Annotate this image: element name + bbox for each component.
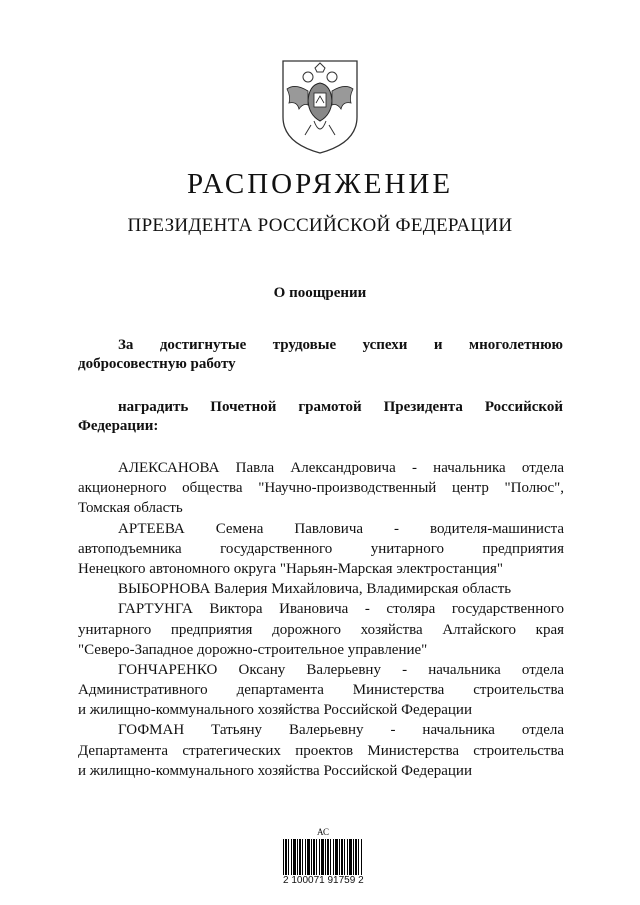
awardee-line: Департамента стратегических проектов Министерства строительства	[78, 742, 564, 759]
preamble-line: добросовестную работу	[78, 356, 236, 372]
document-title: РАСПОРЯЖЕНИЕ	[186, 168, 454, 200]
awardee-line: Ненецкого автономного округа "Нарьян-Марская электростанция"	[78, 560, 503, 577]
awardee-line: АЛЕКСАНОВА Павла Александровича - начальника отдела	[118, 460, 564, 476]
coat-of-arms-emblem	[275, 55, 365, 155]
barcode-icon	[283, 839, 363, 875]
awardee-line: автоподъемника государственного унитарного предприятия	[78, 540, 564, 557]
awardee-line: ВЫБОРНОВА Валерия Михайловича, Владимирская область	[118, 581, 512, 598]
awardee-line: и жилищно-коммунального хозяйства Российской Федерации	[78, 702, 472, 719]
barcode-number: 2 100071 91759 2	[283, 875, 364, 886]
awardee-line: Административного департамента Министерства строительства	[78, 682, 564, 699]
awardee-line: ГОФМАН Татьяну Валерьевну - начальника отдела	[118, 722, 564, 739]
initials-mark: АС	[316, 827, 330, 837]
directive-paragraph	[78, 398, 563, 436]
awardee-entry	[78, 519, 564, 580]
awardee-line: ГАРТУНГА Виктора Ивановича - столяра государственного	[118, 601, 564, 618]
document-heading: О поощрении	[273, 285, 367, 301]
awardee-entry	[78, 458, 564, 519]
awardee-line: АРТЕЕВА Семена Павловича - водителя-машиниста	[118, 520, 564, 537]
awardee-line: Томская область	[78, 500, 183, 517]
document-subtitle: ПРЕЗИДЕНТА РОССИЙСКОЙ ФЕДЕРАЦИИ	[127, 215, 513, 236]
awardee-line: и жилищно-коммунального хозяйства Российской Федерации	[78, 762, 472, 779]
awardee-line: ГОНЧАРЕНКО Оксану Валерьевну - начальника отдела	[118, 661, 564, 678]
awardee-entry	[78, 579, 564, 599]
awardee-entry	[78, 660, 564, 721]
barcode-block	[283, 828, 363, 887]
awardee-line: унитарного предприятия дорожного хозяйства Алтайского края	[78, 621, 564, 638]
awardee-line: "Северо-Западное дорожно-строительное управление"	[78, 641, 428, 658]
awardee-entry	[78, 599, 564, 660]
awardee-line: акционерного общества "Научно-производственный центр "Полюс",	[78, 480, 564, 497]
directive-line: Федерации:	[78, 418, 159, 434]
awardee-list	[78, 458, 564, 781]
preamble-paragraph	[78, 336, 563, 374]
directive-line: наградить Почетной грамотой Президента Российской	[118, 399, 563, 415]
preamble-line: За достигнутые трудовые успехи и многолетнюю	[118, 337, 563, 353]
awardee-entry	[78, 720, 564, 781]
